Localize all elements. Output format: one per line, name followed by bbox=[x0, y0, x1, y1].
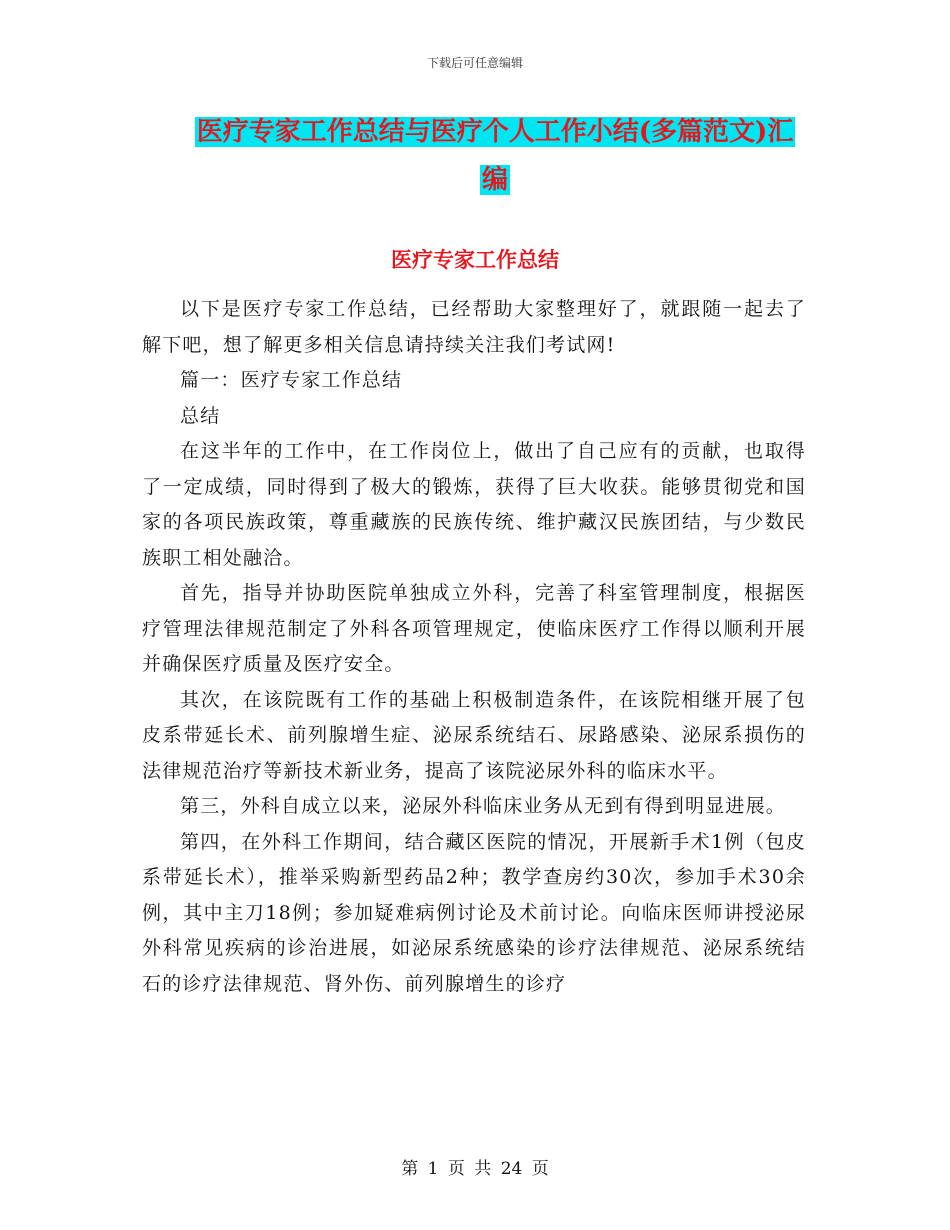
paragraph-intro: 以下是医疗专家工作总结，已经帮助大家整理好了，就跟随一起去了解下吧，想了解更多相关信息请持续关注我们考试网! bbox=[142, 298, 806, 356]
document-title bbox=[180, 108, 810, 204]
page-footer-number: 第 1 页 共 24 页 bbox=[401, 1159, 549, 1179]
paragraph-first: 首先，指导并协助医院单独成立外科，完善了科室管理制度，根据医疗管理法律规范制定了外科各项管理规定，使临床医疗工作得以顺利开展并确保医疗质量及医疗安全。 bbox=[142, 582, 806, 675]
paragraph-third: 第三，外科自成立以来，泌尿外科临床业务从无到有得到明显进展。 bbox=[180, 795, 787, 817]
paragraph-fourth: 第四，在外科工作期间，结合藏区医院的情况，开展新手术1例（包皮系带延长术），推举采购新型药品2种；教学查房约30次，参加手术30余例，其中主刀18例；参加疑难病例讨论及术前讨论。向临床医师讲授泌尿外科常见疾病的诊治进展，如泌尿系统感染的诊疗法律规范、泌尿系统结石的诊疗法律规范、肾外伤、前列腺增生的诊疗 bbox=[142, 830, 806, 995]
document-title-line-1: 医疗专家工作总结与医疗个人工作小结(多篇范文)汇 bbox=[196, 117, 794, 147]
page-header-note: 下载后可任意编辑 bbox=[426, 56, 523, 70]
document-body bbox=[142, 292, 806, 1002]
paragraph-half-year: 在这半年的工作中，在工作岗位上，做出了自己应有的贡献，也取得了一定成绩，同时得到了极大的锻炼，获得了巨大收获。能够贯彻党和国家的各项民族政策，尊重藏族的民族传统、维护藏汉民族团结，与少数民族职工相处融洽。 bbox=[142, 440, 806, 569]
document-title-line-2: 编 bbox=[481, 165, 508, 195]
paragraph-part-one-title: 篇一：医疗专家工作总结 bbox=[180, 369, 403, 391]
paragraph-summary-label: 总结 bbox=[180, 404, 221, 427]
paragraph-second: 其次，在该院既有工作的基础上积极制造条件，在该院相继开展了包皮系带延长术、前列腺增生症、泌尿系统结石、尿路感染、泌尿系损伤的法律规范治疗等新技术新业务，提高了该院泌尿外科的临床水平。 bbox=[142, 688, 806, 782]
section-heading: 医疗专家工作总结 bbox=[391, 247, 559, 272]
